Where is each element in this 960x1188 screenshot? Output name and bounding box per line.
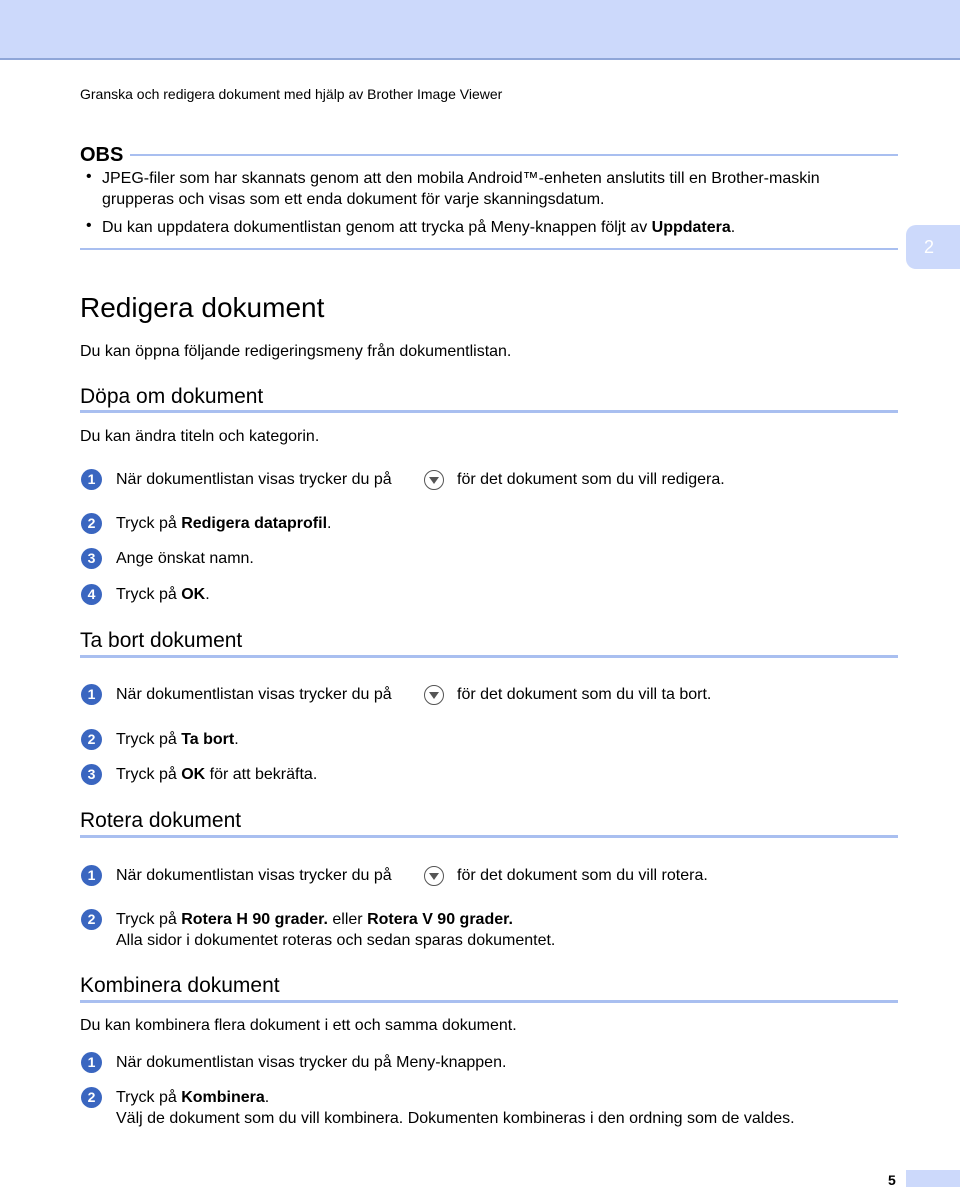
- note-title: OBS: [80, 144, 124, 166]
- rename-step-4-text: Tryck på OK.: [116, 586, 210, 603]
- rotate-step-1-text: När dokumentlistan visas trycker du på: [116, 867, 392, 884]
- delete-step-1-tail: för det dokument som du vill ta bort.: [457, 686, 712, 703]
- delete-step-1-text: När dokumentlistan visas trycker du på: [116, 686, 392, 703]
- rename-step-1-text: När dokumentlistan visas trycker du på: [116, 471, 392, 488]
- step-number: 2: [81, 729, 102, 750]
- step-number: 2: [81, 909, 102, 930]
- rotate-step-2-detail: Alla sidor i dokumentet roteras och sedan sparas dokumentet.: [116, 932, 556, 949]
- section-title: Redigera dokument: [80, 292, 325, 323]
- step-number: 1: [81, 684, 102, 705]
- chapter-number: 2: [923, 237, 934, 257]
- top-header-line: [0, 58, 960, 60]
- step-number: 2: [81, 1087, 102, 1108]
- note-bottom-rule: [80, 248, 898, 250]
- delete-step-2-text: Tryck på Ta bort.: [116, 731, 239, 748]
- down-arrow-circle-icon[interactable]: [424, 470, 444, 490]
- note-bullet-1-line-1: JPEG-filer som har skannats genom att den mobila Android™-enheten anslutits till en Brother-maskin: [102, 170, 820, 187]
- section-intro: Du kan öppna följande redigeringsmeny från dokumentlistan.: [80, 343, 512, 360]
- note-bullet-icon: •: [86, 168, 92, 185]
- chapter-tab: [906, 225, 960, 269]
- combine-step-1-text: När dokumentlistan visas trycker du på Meny-knappen.: [116, 1054, 507, 1071]
- step-number: 2: [81, 513, 102, 534]
- footer-tab: [906, 1170, 960, 1187]
- rename-step-3-text: Ange önskat namn.: [116, 550, 254, 567]
- note-bullet-icon: •: [86, 217, 92, 234]
- note-bullet-2: Du kan uppdatera dokumentlistan genom att trycka på Meny-knappen följt av Uppdatera.: [102, 219, 736, 236]
- combine-step-2-detail: Välj de dokument som du vill kombinera. Dokumenten kombineras i den ordning som de valdes.: [116, 1110, 795, 1127]
- rotate-step-1-tail: för det dokument som du vill rotera.: [457, 867, 708, 884]
- step-number: 4: [81, 584, 102, 605]
- rename-heading: Döpa om dokument: [80, 385, 264, 408]
- down-arrow-circle-icon[interactable]: [424, 866, 444, 886]
- delete-step-3-text: Tryck på OK för att bekräfta.: [116, 766, 318, 783]
- combine-step-2-text: Tryck på Kombinera.: [116, 1089, 270, 1106]
- rename-intro: Du kan ändra titeln och kategorin.: [80, 428, 320, 445]
- rename-heading-rule: [80, 410, 898, 413]
- rename-step-1-tail: för det dokument som du vill redigera.: [457, 471, 725, 488]
- delete-heading: Ta bort dokument: [80, 629, 243, 652]
- combine-intro: Du kan kombinera flera dokument i ett och samma dokument.: [80, 1017, 517, 1034]
- rename-step-2-text: Tryck på Redigera dataprofil.: [116, 515, 332, 532]
- running-header-title: Granska och redigera dokument med hjälp av Brother Image Viewer: [80, 86, 503, 102]
- rotate-heading: Rotera dokument: [80, 809, 242, 832]
- step-number: 3: [81, 764, 102, 785]
- rotate-heading-rule: [80, 835, 898, 838]
- step-number: 1: [81, 469, 102, 490]
- rotate-step-2-text: Tryck på Rotera H 90 grader. eller Rotera V 90 grader.: [116, 911, 513, 928]
- step-number: 1: [81, 1052, 102, 1073]
- down-arrow-circle-icon[interactable]: [424, 685, 444, 705]
- step-number: 1: [81, 865, 102, 886]
- delete-heading-rule: [80, 655, 898, 658]
- top-header-band: [0, 0, 960, 58]
- note-top-rule: [130, 154, 898, 156]
- note-bullet-1-line-2: grupperas och visas som ett enda dokument för varje skanningsdatum.: [102, 191, 605, 208]
- page-number: 5: [888, 1172, 896, 1188]
- combine-heading: Kombinera dokument: [80, 974, 280, 997]
- combine-heading-rule: [80, 1000, 898, 1003]
- step-number: 3: [81, 548, 102, 569]
